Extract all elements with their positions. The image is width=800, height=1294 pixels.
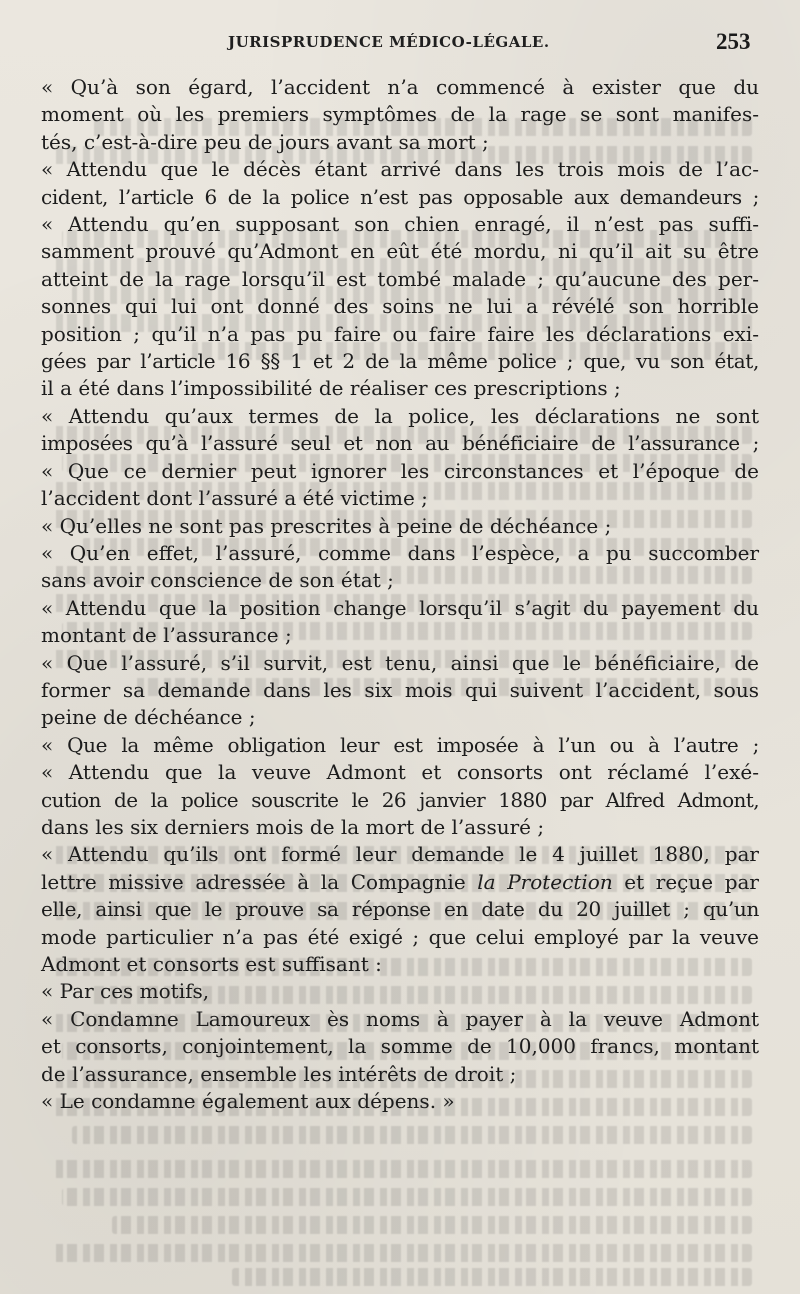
text-line: « Condamne Lamoureux ès noms à payer à la veuve Admont (41, 1006, 759, 1031)
text-line: position ; qu’il n’a pas pu faire ou faire faire les déclarations exi- (41, 321, 759, 346)
text-line: former sa demande dans les six mois qui suivent l’accident, sous (41, 677, 759, 702)
text-line: mode particulier n’a pas été exigé ; que celui employé par la veuve (41, 924, 759, 949)
text-line: « Attendu que la position change lorsqu’il s’agit du payement du (41, 595, 759, 620)
text-line: atteint de la rage lorsqu’il est tombé malade ; qu’aucune des per- (41, 266, 759, 291)
text-line: et consorts, conjointement, la somme de 10,000 francs, montant (41, 1034, 759, 1059)
text-line: tés, c’est-à-dire peu de jours avant sa mort ; (41, 129, 489, 154)
text-line: moment où les premiers symptômes de la rage se sont manifes- (41, 102, 759, 127)
text-line: « Que l’assuré, s’il survit, est tenu, ainsi que le bénéficiaire, de (41, 650, 759, 675)
text-span: et reçue par (612, 869, 759, 894)
text-line: « Attendu que le décès étant arrivé dans les trois mois de l’ac- (41, 157, 759, 182)
text-line: gées par l’article 16 §§ 1 et 2 de la même police ; que, vu son état, (41, 349, 759, 374)
text-line: « Qu’en effet, l’assuré, comme dans l’espèce, a pu succomber (41, 540, 759, 565)
text-line: « Attendu que la veuve Admont et consorts ont réclamé l’exé- (41, 760, 759, 785)
text-line: imposées qu’à l’assuré seul et non au bénéficiaire de l’assurance ; (41, 431, 759, 456)
text-line: elle, ainsi que le prouve sa réponse en date du 20 juillet ; qu’un (41, 897, 759, 922)
text-line: sans avoir conscience de son état ; (41, 568, 394, 593)
text-line: « Le condamne également aux dépens. » (41, 1089, 455, 1114)
page-number: 253 (716, 29, 751, 54)
text-line: Admont et consorts est suffisant : (41, 952, 382, 976)
text-line: « Par ces motifs, (41, 979, 210, 1004)
text-line: samment prouvé qu’Admont en eût été mordu, ni qu’il ait su être (41, 239, 759, 264)
body-text (41, 74, 759, 1115)
text-line: cident, l’article 6 de la police n’est pas opposable aux demandeurs ; (41, 184, 759, 209)
text-line-with-emphasis (41, 869, 759, 896)
text-line: cution de la police souscrite le 26 janvier 1880 par Alfred Admont, (41, 787, 759, 812)
page-header (0, 29, 800, 59)
text-line: sonnes qui lui ont donné des soins ne lui a révélé son horrible (41, 294, 759, 319)
text-line: « Qu’à son égard, l’accident n’a commencé à exister que du (41, 75, 759, 99)
text-line: peine de déchéance ; (41, 705, 256, 730)
text-line: l’accident dont l’assuré a été victime ; (41, 486, 428, 511)
text-line: il a été dans l’impossibilité de réaliser ces prescriptions ; (41, 376, 621, 401)
text-line: « Que ce dernier peut ignorer les circonstances et l’époque de (41, 458, 759, 483)
text-span: lettre missive adressée à la Compagnie (41, 869, 478, 894)
text-line: « Attendu qu’en supposant son chien enragé, il n’est pas suffi- (41, 212, 759, 237)
company-name-emphasis: la Protection (477, 869, 613, 894)
running-title: JURISPRUDENCE MÉDICO-LÉGALE. (228, 33, 550, 51)
text-line: montant de l’assurance ; (41, 623, 292, 648)
text-line: de l’assurance, ensemble les intérêts de droit ; (41, 1061, 517, 1086)
text-line: « Attendu qu’aux termes de la police, les déclarations ne sont (41, 403, 759, 428)
text-line: dans les six derniers mois de la mort de l’assuré ; (41, 814, 545, 839)
text-line: « Qu’elles ne sont pas prescrites à peine de déchéance ; (41, 513, 612, 538)
text-line: « Attendu qu’ils ont formé leur demande le 4 juillet 1880, par (41, 842, 759, 867)
text-line: « Que la même obligation leur est imposée à l’un ou à l’autre ; (41, 732, 759, 757)
